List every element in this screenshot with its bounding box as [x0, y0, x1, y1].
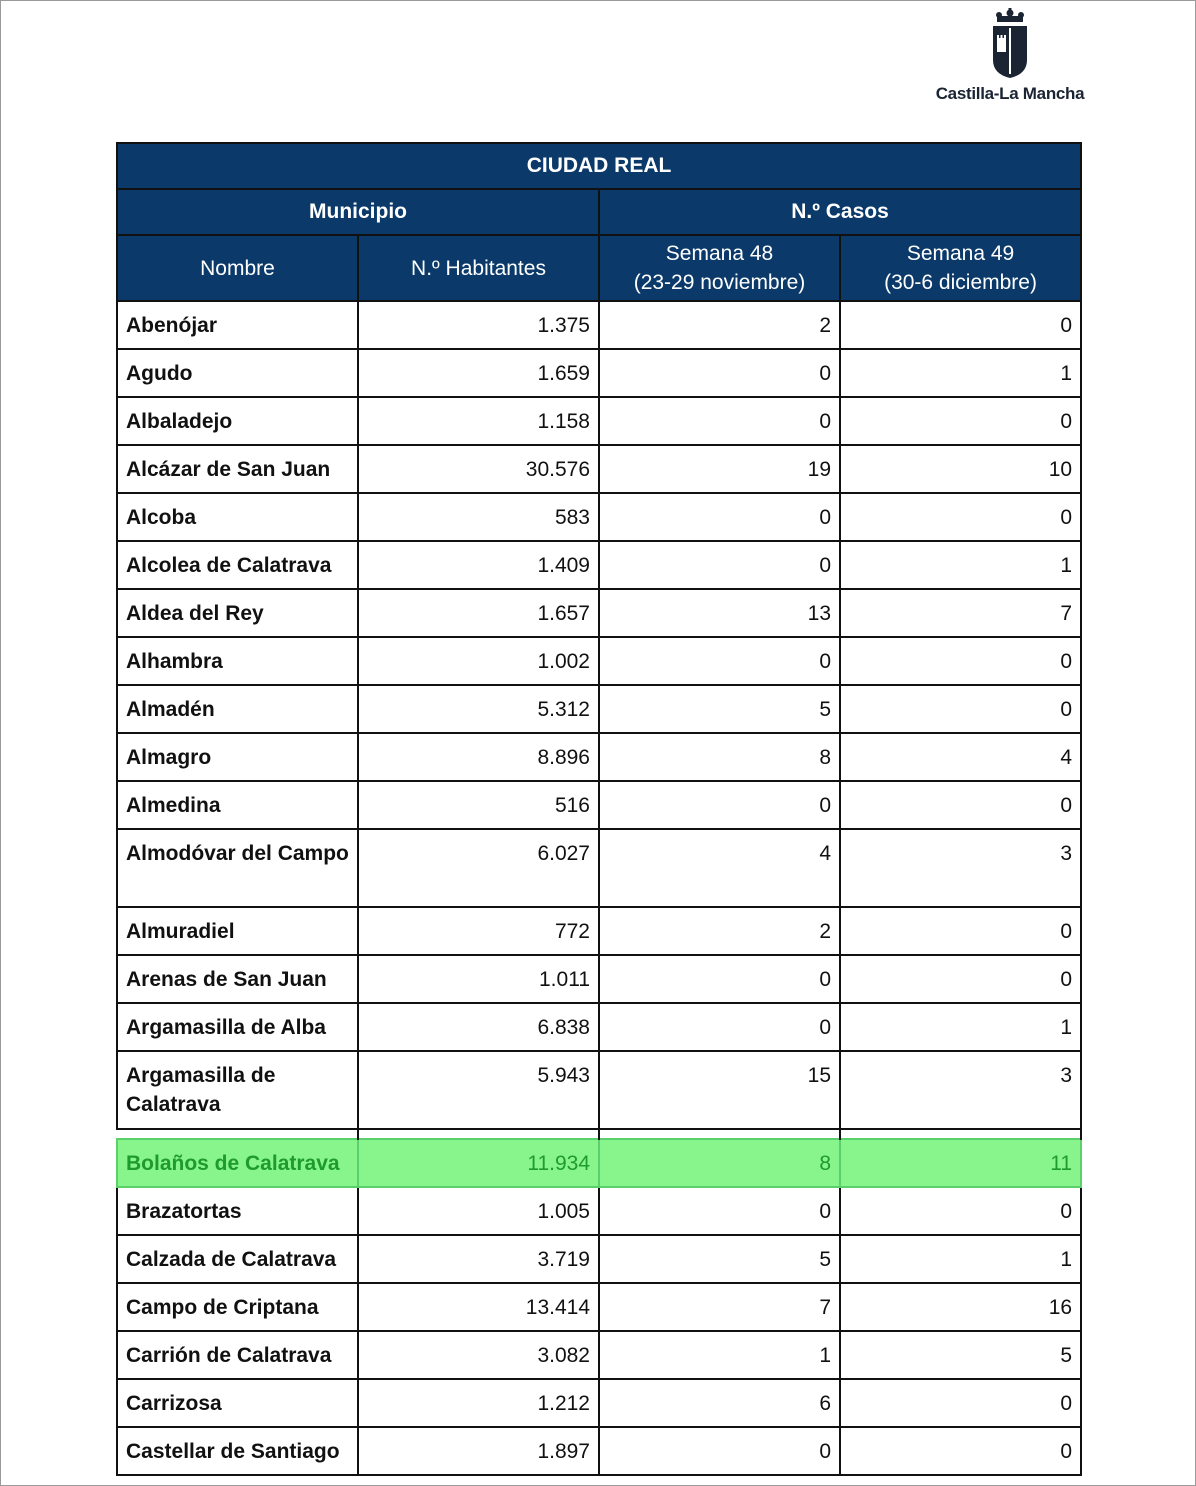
table-row: [117, 1187, 1081, 1235]
cell-habitantes: 11.934: [358, 1139, 599, 1187]
cell-semana48: 13: [599, 589, 840, 637]
cell-habitantes: 30.576: [358, 445, 599, 493]
group-header-casos: N.º Casos: [599, 189, 1081, 235]
cell-nombre: Almedina: [117, 781, 358, 829]
cell-semana49: 11: [840, 1139, 1081, 1187]
cell-nombre: Arenas de San Juan: [117, 955, 358, 1003]
cell-nombre: Almagro: [117, 733, 358, 781]
semana49-dates: (30-6 diciembre): [884, 271, 1037, 294]
cell-semana48: 19: [599, 445, 840, 493]
column-header-nombre: Nombre: [117, 235, 358, 301]
cell-semana48: 0: [599, 493, 840, 541]
cell-semana49: 0: [840, 397, 1081, 445]
table-row: [117, 955, 1081, 1003]
table-row: [117, 541, 1081, 589]
cell-semana48: 5: [599, 685, 840, 733]
cell-semana49: 0: [840, 1379, 1081, 1427]
table-row: [117, 907, 1081, 955]
table-row: [117, 1379, 1081, 1427]
cell-semana48: 1: [599, 1331, 840, 1379]
cell-semana49: 3: [840, 829, 1081, 907]
cell-semana49: 0: [840, 1187, 1081, 1235]
cell-nombre: Agudo: [117, 349, 358, 397]
cell-habitantes: 5.943: [358, 1051, 599, 1129]
cell-habitantes: 3.082: [358, 1331, 599, 1379]
cell-nombre: Carrión de Calatrava: [117, 1331, 358, 1379]
cell-habitantes: 1.375: [358, 301, 599, 349]
cell-habitantes: 1.657: [358, 589, 599, 637]
cell-nombre: Albaladejo: [117, 397, 358, 445]
cell-nombre: Almodóvar del Campo: [117, 829, 358, 907]
cell-semana49: 0: [840, 781, 1081, 829]
cell-habitantes: 6.027: [358, 829, 599, 907]
cell-semana49: 1: [840, 1235, 1081, 1283]
table-row: [117, 733, 1081, 781]
cell-semana49: 1: [840, 349, 1081, 397]
castilla-la-mancha-logo: [930, 8, 1090, 103]
cell-nombre: Alhambra: [117, 637, 358, 685]
cell-nombre: Campo de Criptana: [117, 1283, 358, 1331]
cell-nombre: Carrizosa: [117, 1379, 358, 1427]
cell-nombre: Calzada de Calatrava: [117, 1235, 358, 1283]
table-row: [117, 1331, 1081, 1379]
cases-table: [116, 142, 1082, 1476]
cell-semana49: 3: [840, 1051, 1081, 1129]
castle-crest-icon: [985, 8, 1035, 80]
cell-nombre: Alcoba: [117, 493, 358, 541]
cell-habitantes: 13.414: [358, 1283, 599, 1331]
table-row: [117, 445, 1081, 493]
cell-semana48: 2: [599, 907, 840, 955]
cell-nombre: Argamasilla de Calatrava: [117, 1051, 358, 1129]
cell-habitantes: 583: [358, 493, 599, 541]
cell-habitantes: 6.838: [358, 1003, 599, 1051]
cell-habitantes: 1.011: [358, 955, 599, 1003]
table-row: [117, 1051, 1081, 1129]
cell-semana49: 1: [840, 541, 1081, 589]
cell-habitantes: 1.659: [358, 349, 599, 397]
cell-semana48: 7: [599, 1283, 840, 1331]
table-row: [117, 1283, 1081, 1331]
semana48-label: Semana 48: [665, 242, 774, 265]
table-row: [117, 1003, 1081, 1051]
cell-semana48: 0: [599, 349, 840, 397]
cell-habitantes: 1.212: [358, 1379, 599, 1427]
cell-semana49: 16: [840, 1283, 1081, 1331]
cell-semana48: 0: [599, 541, 840, 589]
cell-habitantes: 1.897: [358, 1427, 599, 1475]
cell-semana49: 7: [840, 589, 1081, 637]
semana48-dates: (23-29 noviembre): [633, 271, 806, 294]
cell-habitantes: 1.409: [358, 541, 599, 589]
table-row: [117, 349, 1081, 397]
cell-semana49: 0: [840, 907, 1081, 955]
table-body: [117, 301, 1081, 1475]
table-row: [117, 781, 1081, 829]
cell-habitantes: 516: [358, 781, 599, 829]
cell-nombre: Aldea del Rey: [117, 589, 358, 637]
cell-nombre: Alcolea de Calatrava: [117, 541, 358, 589]
cell-semana49: 1: [840, 1003, 1081, 1051]
cell-habitantes: 1.005: [358, 1187, 599, 1235]
cell-habitantes: 1.002: [358, 637, 599, 685]
cell-habitantes: 3.719: [358, 1235, 599, 1283]
cell-nombre: Almadén: [117, 685, 358, 733]
semana49-label: Semana 49: [906, 242, 1015, 265]
cell-semana48: 5: [599, 1235, 840, 1283]
cell-semana48: 0: [599, 397, 840, 445]
cell-nombre: Abenójar: [117, 301, 358, 349]
cell-semana49: 0: [840, 301, 1081, 349]
table-row-highlighted: [117, 1139, 1081, 1187]
cell-nombre: Almuradiel: [117, 907, 358, 955]
column-header-semana48: [599, 235, 840, 301]
cell-semana48: 0: [599, 1187, 840, 1235]
cell-semana48: 0: [599, 781, 840, 829]
cell-semana49: 0: [840, 493, 1081, 541]
cell-habitantes: 8.896: [358, 733, 599, 781]
table-row: [117, 1427, 1081, 1475]
cell-semana49: 10: [840, 445, 1081, 493]
table-row: [117, 301, 1081, 349]
group-header-municipio: Municipio: [117, 189, 599, 235]
cell-nombre: Bolaños de Calatrava: [117, 1139, 358, 1187]
table-row: [117, 397, 1081, 445]
cell-semana48: 6: [599, 1379, 840, 1427]
cell-semana48: 0: [599, 637, 840, 685]
table-row: [117, 1235, 1081, 1283]
table-row: [117, 589, 1081, 637]
logo-text: Castilla-La Mancha: [935, 84, 1085, 103]
table-title: CIUDAD REAL: [117, 143, 1081, 189]
cell-semana48: 8: [599, 733, 840, 781]
row-gap: [117, 1129, 1081, 1139]
cell-nombre: Argamasilla de Alba: [117, 1003, 358, 1051]
column-header-habitantes: N.º Habitantes: [358, 235, 599, 301]
cell-semana48: 2: [599, 301, 840, 349]
cell-semana48: 15: [599, 1051, 840, 1129]
cell-nombre: Brazatortas: [117, 1187, 358, 1235]
cell-semana49: 5: [840, 1331, 1081, 1379]
table-row: [117, 493, 1081, 541]
table-row: [117, 685, 1081, 733]
table-row: [117, 637, 1081, 685]
table-row: [117, 829, 1081, 907]
cell-semana49: 0: [840, 955, 1081, 1003]
column-header-semana49: [840, 235, 1081, 301]
cell-semana49: 0: [840, 1427, 1081, 1475]
cell-habitantes: 772: [358, 907, 599, 955]
cell-habitantes: 1.158: [358, 397, 599, 445]
cell-semana49: 0: [840, 685, 1081, 733]
cell-semana48: 8: [599, 1139, 840, 1187]
cell-semana48: 0: [599, 1003, 840, 1051]
cell-nombre: Castellar de Santiago: [117, 1427, 358, 1475]
cell-semana48: 0: [599, 955, 840, 1003]
cell-nombre: Alcázar de San Juan: [117, 445, 358, 493]
cell-semana49: 0: [840, 637, 1081, 685]
cell-semana49: 4: [840, 733, 1081, 781]
cell-habitantes: 5.312: [358, 685, 599, 733]
cell-semana48: 0: [599, 1427, 840, 1475]
cell-semana48: 4: [599, 829, 840, 907]
